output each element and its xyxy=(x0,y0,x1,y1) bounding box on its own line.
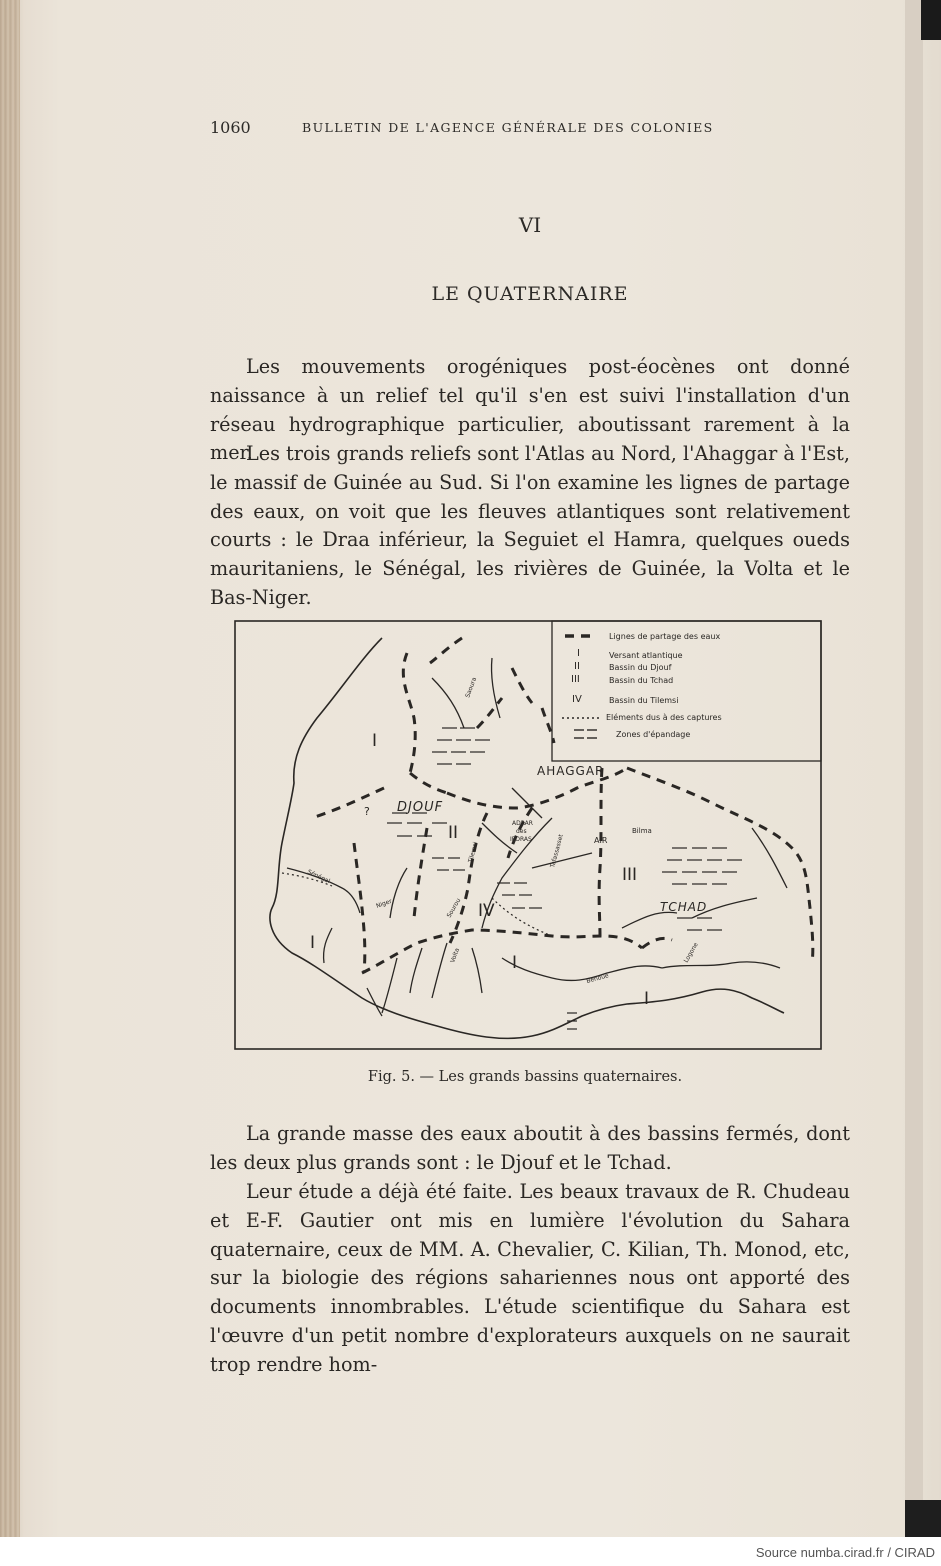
legend-spreading-label: Zones d'épandage xyxy=(616,730,691,739)
map-label-iforas: IFORAS xyxy=(510,836,532,843)
journal-title: BULLETIN DE L'AGENCE GÉNÉRALE DES COLONIES xyxy=(302,120,714,135)
legend-spreading-symbol xyxy=(574,730,597,738)
map-label-basin-i-south: I xyxy=(512,953,518,973)
map-label-air: AIR xyxy=(594,836,608,845)
map-label-basin-ii: II xyxy=(448,823,459,843)
page-number: 1060 xyxy=(210,118,251,137)
section-number: VI xyxy=(518,213,542,237)
map-label-basin-iii: III xyxy=(622,865,638,885)
map-labels xyxy=(306,676,707,1009)
map-label-question: ? xyxy=(364,805,370,818)
figure-caption: Fig. 5. — Les grands bassins quaternaires. xyxy=(367,1069,683,1085)
map-label-volta: Volta xyxy=(449,947,462,964)
page-edge-left xyxy=(0,0,20,1537)
rivers xyxy=(287,658,787,1016)
map-label-logone: Logone xyxy=(682,941,700,964)
section-title: LE QUATERNAIRE xyxy=(431,283,629,305)
map-label-djouf: DJOUF xyxy=(397,800,444,815)
map-label-tchad: TCHAD xyxy=(660,900,708,914)
map-label-des: des xyxy=(516,828,527,835)
map-label-benoue: Benoue xyxy=(585,972,610,985)
legend-iv-label: Bassin du Tilemsi xyxy=(609,696,679,705)
map-label-tafassasset: Tafassasset xyxy=(549,833,565,869)
map-label-ahaggar: AHAGGAR xyxy=(537,764,605,778)
paragraph-2: Les trois grands reliefs sont l'Atlas au Nord, l'Ahaggar à l'Est, le massif de Guinée au Sud. Si l'on examine les lignes de partage des eaux, on voit que les fleuves atlantiques sont relativement courts : le Draa inférieur, la Seguiet el Hamra, quelques oueds mauritaniens, le Sénégal, les rivières de Guinée, la Volta et le Bas-Niger. xyxy=(210,442,850,609)
map-label-senegal: Sénégal xyxy=(306,868,332,886)
legend-iii-label: Bassin du Tchad xyxy=(609,676,674,685)
legend-iii-symbol: III xyxy=(571,674,580,685)
watershed-divides xyxy=(312,638,813,973)
map-label-basin-i-west: I xyxy=(310,933,316,953)
map-label-basin-i-north: I xyxy=(372,731,378,751)
map-label-basin-i-east: I xyxy=(644,989,650,1009)
legend-ii-symbol: II xyxy=(574,661,580,672)
legend-ii-label: Bassin du Djouf xyxy=(609,663,672,672)
map-frame xyxy=(235,621,821,1049)
page-edge-right xyxy=(905,0,923,1537)
map-label-basin-iv: IV xyxy=(478,901,495,921)
running-head xyxy=(210,118,770,138)
legend-i-label: Versant atlantique xyxy=(609,651,683,660)
legend xyxy=(562,632,722,739)
legend-divide-label: Lignes de partage des eaux xyxy=(609,632,721,641)
map-label-niger: Niger xyxy=(375,897,393,910)
map-label-bilma: Bilma xyxy=(632,827,652,835)
legend-box xyxy=(552,621,821,761)
paragraph-1: Les mouvements orogéniques post-éocènes ont donné naissance à un relief tel qu'il s'en est suivi l'installation d'un réseau hydrographique particulier, aboutissant rarement à la mer. xyxy=(210,355,850,465)
legend-captures-label: Eléments dus à des captures xyxy=(606,713,722,722)
paragraph-3: La grande masse des eaux aboutit à des bassins fermés, dont les deux plus grands sont : le Djouf et le Tchad. xyxy=(210,1122,850,1174)
figure-map xyxy=(232,618,824,1052)
map-label-sourou: Sourou xyxy=(445,897,463,919)
legend-i-symbol: I xyxy=(577,648,580,659)
scan-border-bottom-right xyxy=(905,1500,941,1537)
paragraph-4: Leur étude a déjà été faite. Les beaux travaux de R. Chudeau et E-F. Gautier ont mis en lumière l'évolution du Sahara quaternaire, ceux de MM. A. Chevalier, C. Kilian, Th. Monod, etc, sur la biologie des régions sahariennes nous ont apporté des documents innombrables. L'étude scientifique du Sahara est l'œuvre d'un petit nombre d'explorateurs auxquels on ne saurait trop rendre hom- xyxy=(210,1180,850,1376)
map-label-adrar: ADRAR xyxy=(512,820,533,827)
legend-iv-symbol: IV xyxy=(572,694,582,705)
source-credit: Source numba.cirad.fr / CIRAD xyxy=(755,1545,935,1560)
map-label-saoura: Saoura xyxy=(464,676,479,699)
map-label-tilemsi: Tilemsi xyxy=(467,841,480,864)
scan-border-top-right xyxy=(921,0,941,40)
